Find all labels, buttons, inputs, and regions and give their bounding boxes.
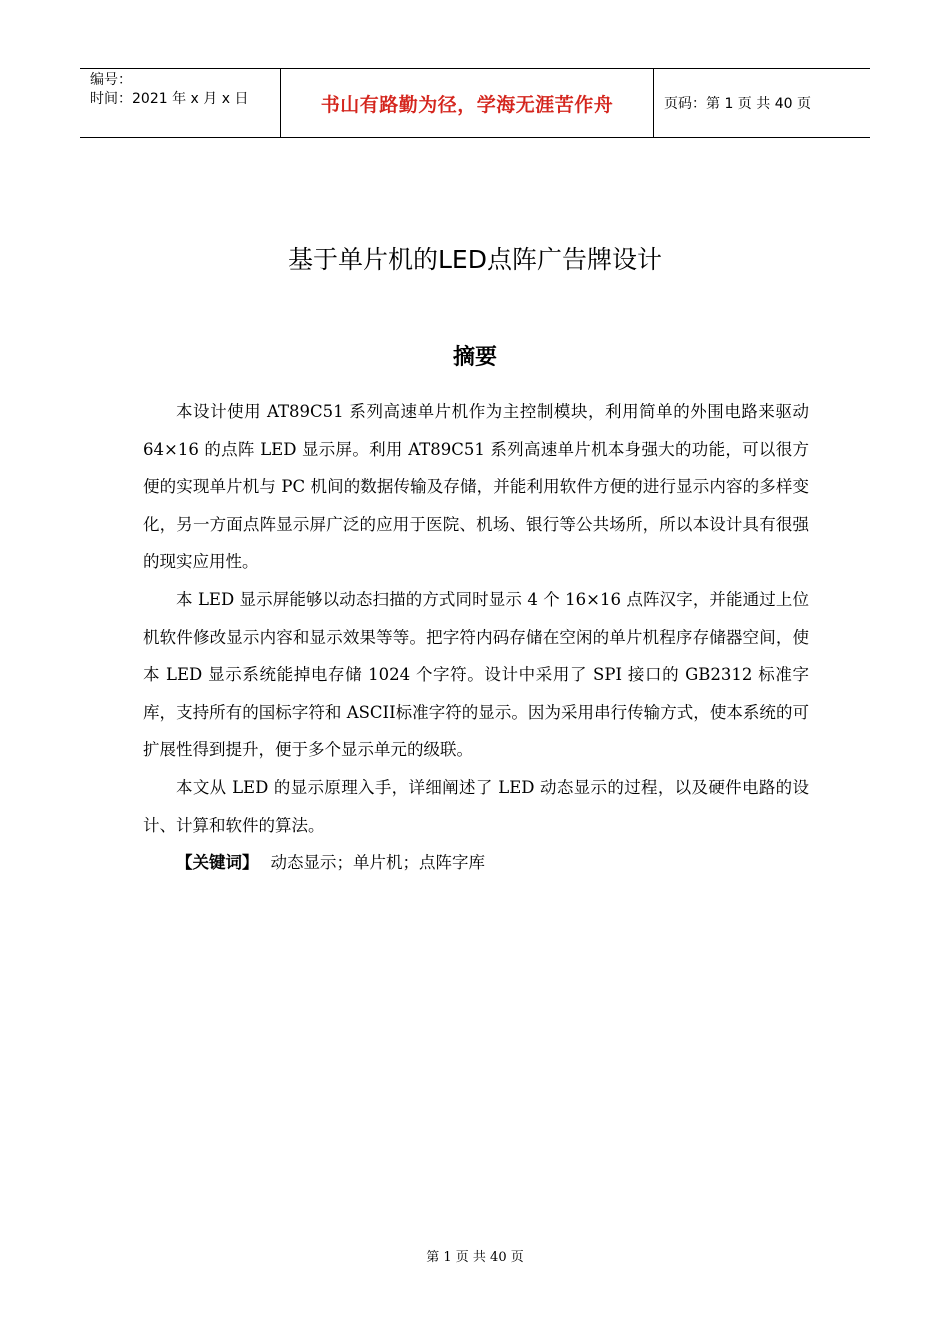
serial-number-label: 编号：: [90, 72, 132, 88]
page-info: 页码：第 1 页 共 40 页: [664, 96, 811, 112]
abstract-paragraph-2: 本 LED 显示屏能够以动态扫描的方式同时显示 4 个 16×16 点阵汉字，并能通过上位机软件修改显示内容和显示效果等等。把字符内码存储在空闲的单片机程序存储器空间，使本 LED 显示系统能掉电存储 1024 个字符。设计中采用了 SPI 接口的 GB2312 标准字库，支持所有的国标字符和 ASCII标准字符的显示。因为采用串行传输方式，使本系统的可扩展性得到提升，便于多个显示单元的级联。: [143, 589, 809, 760]
header-page-cell: [654, 69, 870, 137]
header-motto-cell: [281, 69, 654, 137]
header-meta: [80, 69, 281, 137]
document-header: [80, 68, 870, 138]
keywords-label: 【关键词】: [176, 853, 259, 873]
abstract-body: [143, 393, 809, 882]
document-title: 基于单片机的LED点阵广告牌设计: [288, 245, 662, 274]
abstract-heading: 摘要: [452, 345, 497, 370]
page-footer: 第 1 页 共 40 页: [426, 1250, 524, 1265]
motto-text: 书山有路勤为径，学海无涯苦作舟: [320, 93, 614, 116]
date-label: 时间：2021 年 x 月 x 日: [90, 91, 249, 107]
abstract-paragraph-1: 本设计使用 AT89C51 系列高速单片机作为主控制模块，利用简单的外围电路来驱动 64×16 的点阵 LED 显示屏。利用 AT89C51 系列高速单片机本身强大的功能，可以很方便的实现单片机与 PC 机间的数据传输及存储，并能利用软件方便的进行显示内容的多样变化，另一方面点阵显示屏广泛的应用于医院、机场、银行等公共场所，所以本设计具有很强的现实应用性。: [143, 402, 809, 572]
abstract-paragraph-3: 本文从 LED 的显示原理入手，详细阐述了 LED 动态显示的过程，以及硬件电路的设计、计算和软件的算法。: [143, 777, 809, 835]
keywords-line: [143, 844, 809, 882]
keywords-text: 动态显示；单片机；点阵字库: [270, 853, 485, 873]
